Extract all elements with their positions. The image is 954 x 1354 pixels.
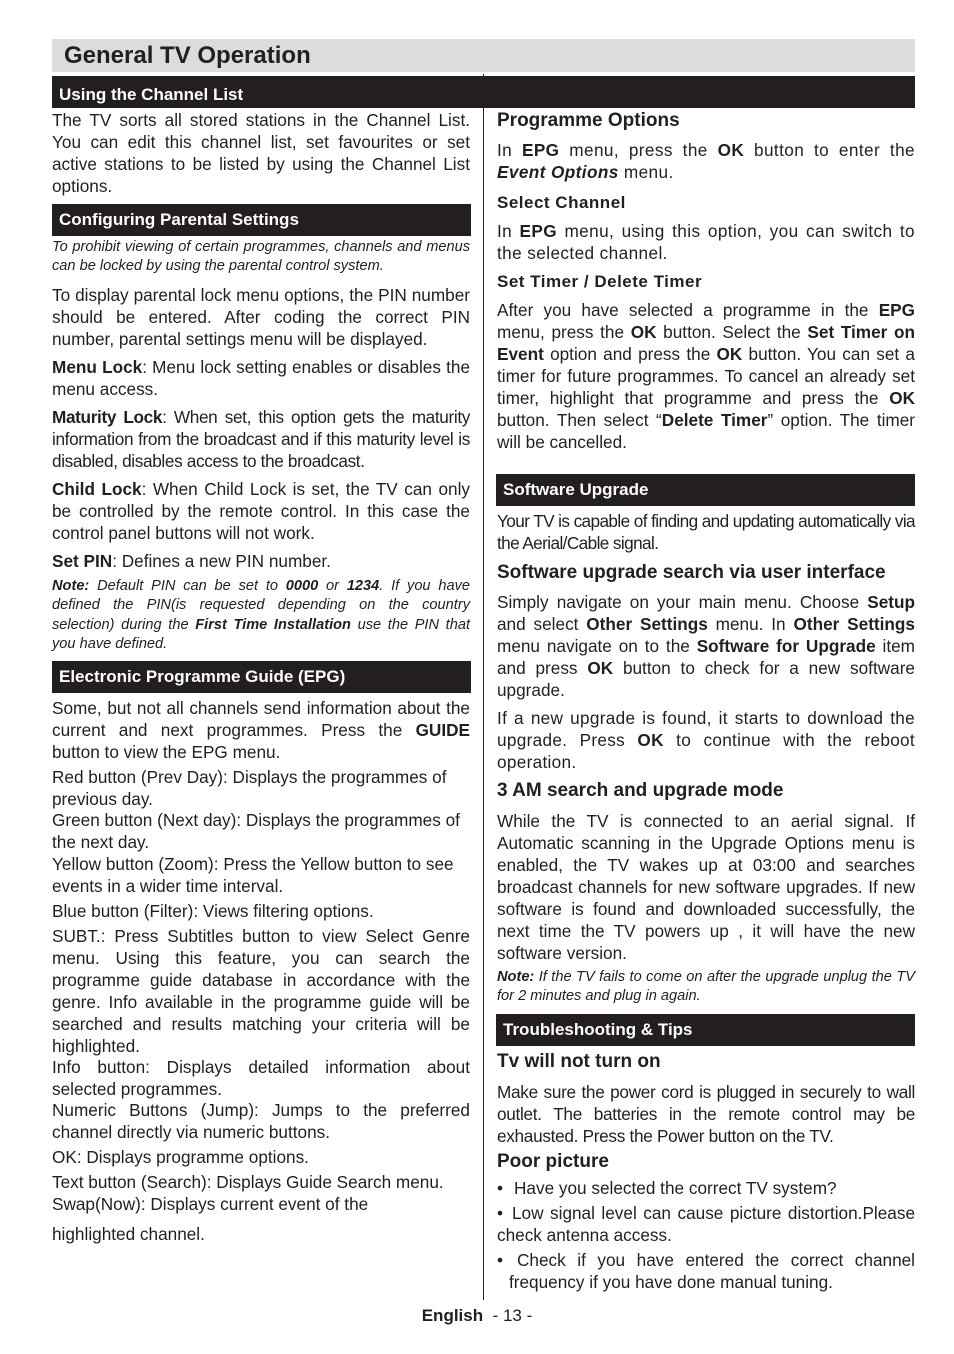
menu-lock-label: Menu Lock (52, 357, 143, 377)
programme-options-text (497, 139, 915, 183)
tv-not-on-text: Make sure the power cord is plugged in securely to wall outlet. The batteries in the remote control may be exhausted. Press the Power button on the TV. (497, 1082, 915, 1146)
select-channel-text (497, 220, 915, 264)
new-upgrade-text (497, 707, 915, 773)
set-timer-text (497, 299, 915, 453)
epg-blue: Blue button (Filter): Views filtering options. (52, 901, 374, 921)
child-lock-label: Child Lock (52, 479, 142, 499)
heading-troubleshooting (496, 1014, 915, 1046)
ui-other-settings-2: Other Settings (793, 614, 915, 634)
pin-note-label: Note: (52, 578, 90, 594)
ui-setup: Setup (867, 592, 915, 612)
pin-note (52, 577, 470, 655)
epg-text-button: Text button (Search): Displays Guide Search menu. (52, 1172, 444, 1192)
tim-b6: Delete Timer (661, 410, 768, 430)
upgrade-note-label: Note: (497, 969, 535, 985)
heading-software-upgrade-label: Software Upgrade (503, 480, 649, 499)
child-lock-text (52, 478, 470, 544)
tim-b1: EPG (878, 300, 915, 320)
heading-parental (52, 204, 471, 236)
ui-software-for-upgrade: Software for Upgrade (696, 636, 876, 656)
bullet-icon: • (497, 1203, 504, 1223)
epg-intro-t2: button to view the EPG menu. (52, 742, 281, 762)
ui-t3: menu. In (707, 614, 794, 634)
new-t2: to continue with the reboot operation. (497, 730, 915, 772)
bullet-icon: • (497, 1250, 504, 1270)
new-t1: If a new upgrade is found, it starts to download the upgrade. Press (497, 708, 915, 750)
tim-b2: OK (630, 322, 657, 342)
bullet-item-2-text-wrap (497, 1202, 915, 1246)
prog-t1: In (497, 140, 522, 160)
epg-subt: SUBT.: Press Subtitles button to view Select Genre menu. Using this feature, you can search the programme guide database in accordance with the genre. Info available in the programme guide will be searched and results matching your criteria will be highlighted. (52, 926, 470, 1056)
prog-epg: EPG (521, 140, 560, 160)
heading-channel-list (52, 78, 482, 110)
tim-t7: ” option. The timer will be cancelled. (497, 410, 916, 452)
ui-t1: Simply navigate on your main menu. Choose (497, 592, 868, 612)
3am-text: While the TV is connected to an aerial signal. If Automatic scanning in the Upgrade Options menu is enabled, the TV wakes up at 03:00 and searches broadcast channels for new software upgrades. If new software is found and downloaded successfully, the next time the TV powers up , it will have the new software version. (497, 811, 915, 963)
pin-note-b3: First Time Installation (195, 616, 351, 633)
epg-yellow: Yellow button (Zoom): Press the Yellow button to see events in a wider time interval. (52, 854, 454, 896)
pin-note-t4: use the PIN that you have defined. (52, 616, 471, 653)
ui-t2: and select (497, 614, 587, 634)
heading-software-upgrade (496, 474, 915, 506)
bullet-icon: • (497, 1178, 504, 1198)
heading-select-channel: Select Channel (497, 193, 626, 212)
bullet-item-3-text-wrap (509, 1249, 915, 1293)
channel-list-text: The TV sorts all stored stations in the Channel List. You can edit this channel list, set favourites or set active stations to be listed by using the Channel List options. (52, 110, 470, 196)
footer-page-number: - 13 - (492, 1306, 533, 1325)
pin-note-t1: Default PIN can be set to (89, 578, 286, 594)
epg-green: Green button (Next day): Displays the programmes of the next day. (52, 810, 460, 852)
prog-t3: button to enter the (744, 140, 916, 160)
ui-t4: menu navigate on to the (497, 636, 697, 656)
heading-programme-options: Programme Options (497, 110, 680, 131)
tim-t4: option and press the (543, 344, 717, 364)
menu-lock-desc: : Menu lock setting enables or disables the menu access. (52, 357, 471, 399)
maturity-lock-desc: : When set, this option gets the maturity information from the broadcast and if this maturity level is disabled, disables access to the broadcast. (52, 407, 471, 471)
heading-poor-picture: Poor picture (497, 1151, 609, 1172)
tim-t5: button. You can set a timer for future programmes. To cancel an already set timer, highlight that programme and press the (497, 344, 915, 408)
pin-note-t3: . If you have defined the PIN(is requested depending on the country selection) during the (52, 578, 470, 633)
child-lock-desc: : When Child Lock is set, the TV can only be controlled by the remote control. In this case the control panel buttons will not work. (52, 479, 470, 543)
tim-b5: OK (889, 388, 915, 408)
ui-t5: item and press (497, 636, 915, 678)
heading-set-timer: Set Timer / Delete Timer (497, 272, 703, 291)
sel-t2: menu, using this option, you can switch to the selected channel. (497, 221, 916, 263)
footer-language: English (421, 1306, 484, 1325)
ui-other-settings-1: Other Settings (586, 614, 708, 634)
pin-note-t2: or (318, 578, 347, 594)
column-divider (483, 74, 484, 1300)
set-pin-label: Set PIN (52, 551, 113, 571)
sel-epg: EPG (519, 221, 558, 241)
heading-channel-list-label: Using the Channel List (59, 85, 244, 104)
sel-t1: In (497, 221, 520, 241)
upgrade-note-text: If the TV fails to come on after the upgrade unplug the TV for 2 minutes and plug in again. (497, 969, 915, 1005)
heading-software-ui: Software upgrade search via user interface (497, 562, 886, 583)
epg-intro-guide: GUIDE (415, 720, 470, 740)
ui-t6: button to check for a new software upgrade. (497, 658, 915, 700)
maturity-lock-text (52, 406, 470, 472)
epg-intro (52, 697, 470, 763)
bullet-item-1-text: Have you selected the correct TV system? (514, 1178, 837, 1198)
page-title-bar (52, 39, 915, 72)
epg-numeric: Numeric Buttons (Jump): Jumps to the preferred channel directly via numeric buttons. (52, 1100, 470, 1142)
prog-event-options: Event Options (497, 162, 619, 182)
tim-t1: After you have selected a programme in the (497, 300, 879, 320)
pin-note-b2: 1234 (346, 578, 380, 594)
parental-text: To display parental lock menu options, the PIN number should be entered. After coding the correct PIN number, parental settings menu will be displayed. (52, 285, 470, 349)
parental-note: To prohibit viewing of certain programmes, channels and menus can be locked by using the parental control system. (52, 239, 470, 275)
page-title: General TV Operation (64, 42, 311, 69)
tim-b3: Set Timer on Event (497, 322, 916, 364)
epg-info: Info button: Displays detailed information about selected programmes. (52, 1057, 470, 1099)
epg-ok: OK: Displays programme options. (52, 1147, 309, 1167)
heading-parental-label: Configuring Parental Settings (59, 210, 299, 229)
set-pin-desc: : Defines a new PIN number. (112, 551, 331, 571)
set-pin-text (52, 550, 470, 572)
tim-t3: button. Select the (656, 322, 808, 342)
epg-red: Red button (Prev Day): Displays the programmes of previous day. (52, 767, 447, 809)
upgrade-note (497, 968, 915, 1007)
heading-epg-label: Electronic Programme Guide (EPG) (59, 667, 346, 686)
prog-ok: OK (717, 140, 745, 160)
page-footer (0, 1306, 954, 1326)
menu-lock-text (52, 356, 470, 400)
heading-troubleshooting-label: Troubleshooting & Tips (503, 1020, 693, 1039)
bullet-item-2-text: Low signal level can cause picture distortion.Please check antenna access. (497, 1203, 915, 1245)
epg-swap: Swap(Now): Displays current event of the (52, 1194, 369, 1214)
ui-ok: OK (587, 658, 614, 678)
software-ui-text (497, 591, 915, 701)
prog-t4: menu. (618, 162, 674, 182)
maturity-lock-label: Maturity Lock (52, 407, 163, 427)
tim-b4: OK (716, 344, 743, 364)
epg-intro-t1: Some, but not all channels send information about the current and next programmes. Press the (52, 698, 470, 740)
new-ok: OK (637, 730, 664, 750)
heading-tv-not-on: Tv will not turn on (497, 1051, 661, 1072)
prog-t2: menu, press the (559, 140, 718, 160)
bullet-item-3-text: Check if you have entered the correct channel frequency if you have done manual tuning. (509, 1250, 915, 1292)
tim-t6: button. Then select “ (497, 410, 662, 430)
tim-t2: menu, press the (497, 322, 631, 342)
software-upgrade-text: Your TV is capable of finding and updating automatically via the Aerial/Cable signal. (497, 511, 915, 553)
epg-highlighted: highlighted channel. (52, 1224, 205, 1244)
pin-note-b1: 0000 (285, 578, 319, 594)
heading-3am: 3 AM search and upgrade mode (497, 780, 784, 801)
heading-epg (52, 661, 471, 693)
